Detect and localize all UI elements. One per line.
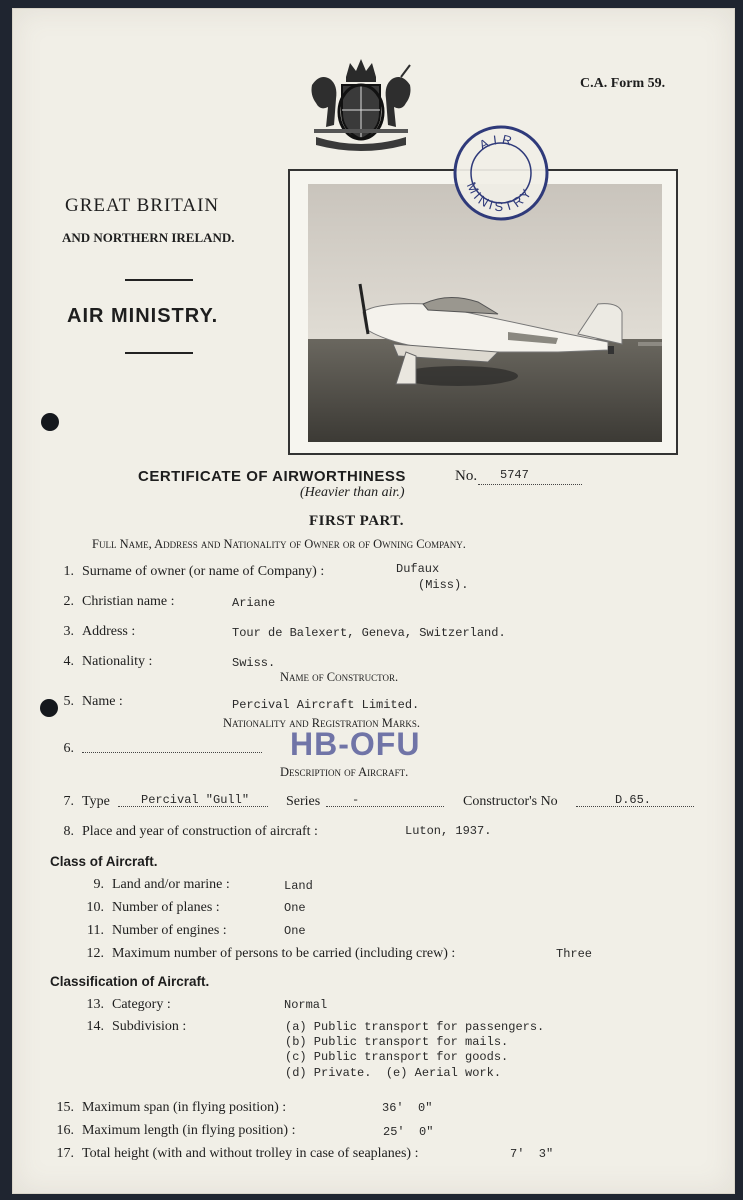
field-4-row xyxy=(52,654,152,670)
stamp-bottom-text: MINISTRY xyxy=(463,179,536,215)
class-heading: Class of Aircraft. xyxy=(50,854,158,869)
field-3-row xyxy=(52,624,135,640)
field-10-number: 10. xyxy=(86,900,104,915)
air-ministry-stamp xyxy=(452,124,550,222)
field-15-row xyxy=(52,1100,286,1116)
certificate-title: CERTIFICATE OF AIRWORTHINESS xyxy=(138,468,406,485)
planes-value: One xyxy=(284,901,306,915)
field-9-number: 9. xyxy=(93,877,104,892)
subdivision-option-c: (c) Public transport for goods. xyxy=(285,1050,509,1064)
form-code: C.A. Form 59. xyxy=(580,76,666,91)
punch-hole-top xyxy=(41,413,59,431)
subdivision-option-d-e: (d) Private. (e) Aerial work. xyxy=(285,1066,502,1080)
persons-value: Three xyxy=(556,947,593,961)
field-10-label: Number of planes : xyxy=(112,900,220,915)
owner-title: (Miss). xyxy=(418,578,469,592)
field-16-row xyxy=(52,1123,296,1139)
engines-value: One xyxy=(284,924,306,938)
place-year-value: Luton, 1937. xyxy=(405,824,492,838)
field-14-label: Subdivision : xyxy=(112,1019,187,1034)
field-2-label: Christian name : xyxy=(82,594,175,609)
owner-heading: Full Name, Address and Nationality of Owner or of Owning Company. xyxy=(92,537,466,551)
field-12-label: Maximum number of persons to be carried (including crew) : xyxy=(112,946,456,961)
field-9-row xyxy=(82,877,230,893)
field-1-number: 1. xyxy=(63,564,74,579)
certificate-no-label: No. xyxy=(455,468,478,484)
subdivision-option-a: (a) Public transport for passengers. xyxy=(285,1020,545,1034)
constructor-no-label: Constructor's No xyxy=(463,794,558,809)
aircraft-photo xyxy=(308,184,662,442)
certificate-number: 5747 xyxy=(500,468,529,482)
owner-surname: Dufaux xyxy=(396,562,440,576)
field-4-label: Nationality : xyxy=(82,654,153,669)
field-1-label: Surname of owner (or name of Company) : xyxy=(82,564,325,579)
field-10-row xyxy=(82,900,220,916)
field-16-number: 16. xyxy=(56,1123,74,1138)
category-value: Normal xyxy=(284,998,328,1012)
description-heading: Description of Aircraft. xyxy=(280,765,409,779)
field-5-number: 5. xyxy=(63,694,74,709)
field-8-label: Place and year of construction of aircraft : xyxy=(82,824,318,839)
field-11-row xyxy=(82,923,227,939)
divider-bottom xyxy=(125,352,193,354)
address-value: Tour de Balexert, Geneva, Switzerland. xyxy=(232,626,506,640)
stamp-top-text: AIR xyxy=(476,131,518,153)
field-14-row xyxy=(82,1019,186,1035)
field-8-number: 8. xyxy=(63,824,74,839)
height-value: 7' 3" xyxy=(510,1147,554,1161)
first-part-heading: FIRST PART. xyxy=(309,513,404,529)
field-9-label: Land and/or marine : xyxy=(112,877,230,892)
field-17-label: Total height (with and without trolley in case of seaplanes) : xyxy=(82,1146,419,1161)
classification-heading: Classification of Aircraft. xyxy=(50,974,210,989)
registration-heading: Nationality and Registration Marks. xyxy=(223,716,420,730)
nationality-value: Swiss. xyxy=(232,656,276,670)
span-value: 36' 0" xyxy=(382,1101,433,1115)
field-4-number: 4. xyxy=(63,654,74,669)
registration-mark-stamp: HB-OFU xyxy=(290,726,421,762)
field-3-number: 3. xyxy=(63,624,74,639)
type-label: Type xyxy=(82,794,110,809)
field-7-row xyxy=(52,794,110,810)
land-marine-value: Land xyxy=(284,879,313,893)
field-13-number: 13. xyxy=(86,997,104,1012)
series-value: - xyxy=(352,793,360,807)
field-8-row xyxy=(52,824,318,840)
constructor-name: Percival Aircraft Limited. xyxy=(232,698,420,712)
field-15-number: 15. xyxy=(56,1100,74,1115)
field-15-label: Maximum span (in flying position) : xyxy=(82,1100,287,1115)
constructor-heading: Name of Constructor. xyxy=(280,670,399,684)
field-6-dotted-line xyxy=(82,752,262,753)
field-6-number: 6. xyxy=(63,741,74,756)
field-11-label: Number of engines : xyxy=(112,923,227,938)
ministry-heading: AIR MINISTRY. xyxy=(67,305,219,327)
field-6-row xyxy=(52,741,82,757)
field-17-row xyxy=(52,1146,419,1162)
field-1-row xyxy=(52,564,324,580)
field-13-row xyxy=(82,997,171,1013)
field-17-number: 17. xyxy=(56,1146,74,1161)
field-5-row xyxy=(52,694,123,710)
length-value: 25' 0" xyxy=(383,1125,434,1139)
field-14-number: 14. xyxy=(86,1019,104,1034)
christian-name: Ariane xyxy=(232,596,276,610)
certificate-subtitle: (Heavier than air.) xyxy=(300,485,405,500)
series-dotted-line xyxy=(326,806,444,807)
constructor-no-value: D.65. xyxy=(615,793,652,807)
subdivision-option-b: (b) Public transport for mails. xyxy=(285,1035,509,1049)
certificate-number-line xyxy=(478,470,582,485)
field-5-label: Name : xyxy=(82,694,123,709)
field-7-number: 7. xyxy=(63,794,74,809)
field-2-row xyxy=(52,594,175,610)
series-label: Series xyxy=(286,794,321,809)
field-13-label: Category : xyxy=(112,997,171,1012)
field-16-label: Maximum length (in flying position) : xyxy=(82,1123,296,1138)
field-3-label: Address : xyxy=(82,624,136,639)
divider-top xyxy=(125,279,193,281)
field-12-number: 12. xyxy=(86,946,104,961)
type-value: Percival "Gull" xyxy=(141,793,250,807)
royal-coat-of-arms-icon xyxy=(306,55,416,152)
field-11-number: 11. xyxy=(87,923,104,938)
country-line-2: AND NORTHERN IRELAND. xyxy=(62,230,235,245)
field-2-number: 2. xyxy=(63,594,74,609)
country-line-1: GREAT BRITAIN xyxy=(65,195,220,216)
field-12-row xyxy=(82,946,455,962)
